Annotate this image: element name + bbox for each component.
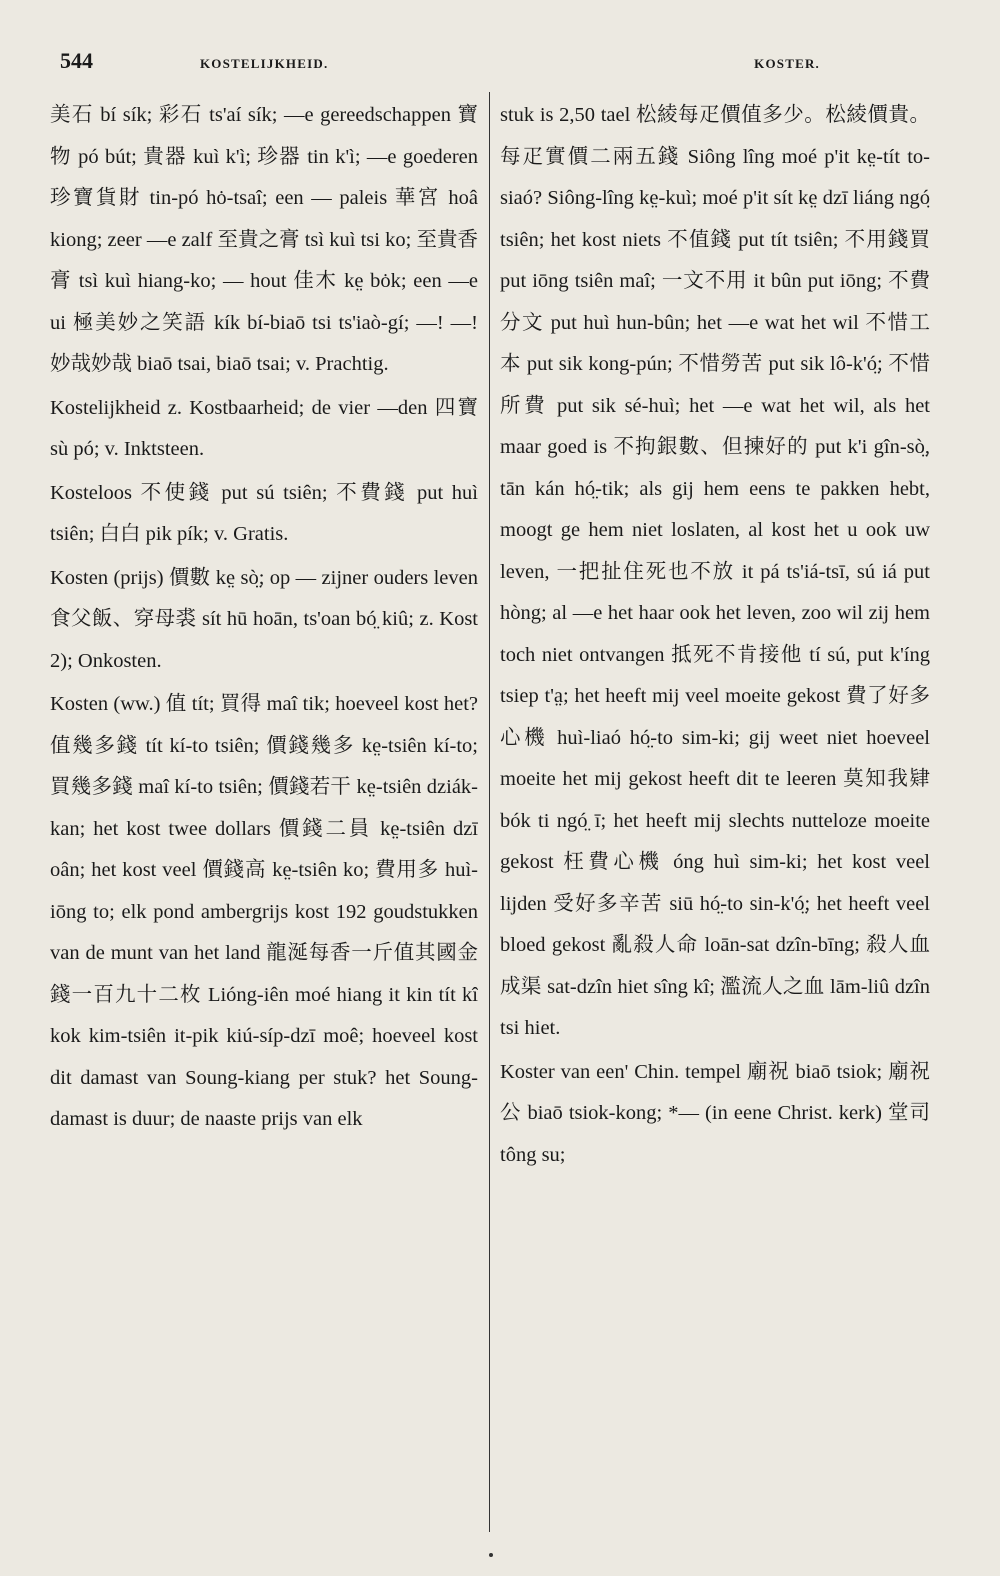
entry-kosten-prijs: Kosten (prijs) 價數 ke̤ sò̤; op — zijner ouders leven 食父飯、穿母裘 sít hū hoān, ts'oan bó̤ kiû; z. Kost 2); Onkosten. — [50, 566, 478, 672]
entry-kosten-ww: Kosten (ww.) 值 tít; 買得 maî tik; hoeveel kost het? 值幾多錢 tít kí-to tsiên; 價錢幾多 ke̤-tsiên kí-to; 買幾多錢 maî kí-to tsiên; 價錢若干 ke̤-tsiên dziák-kan; het kost twee dollars 價錢二員 ke̤-tsiên dzī oân; het kost veel 價錢高 ke̤-tsiên ko; 費用多 huì-iōng to; elk pond ambergrijs kost 192 goudstukken van de munt van het land 龍涎每香一斤值其國金錢一百九十二枚 Lióng-iên moé hiang it kin tít kî kok kim-tsiên it-pik kiú-síp-dzī moê; hoeveel kost dit damast van Soung-kiang per stuk? het Soung-damast is duur; de naaste prijs van elk — [50, 693, 478, 1130]
entry-kosten-continued: stuk is 2,50 tael 松綾每疋價值多少。松綾價貴。每疋實價二兩五錢 Siông lîng moé p'it ke̤-tít to-siaó? Siông-lîng ke̤-kuì; moé p'it sít ke̤ dzī liáng ngó̤ tsiên; het kost niets 不值錢 put tít tsiên; 不用錢買 put iōng tsiên maî; 一文不用 it bûn put iōng; 不費分文 put huì hun-bûn; het —e wat het wil 不惜工本 put sik kong-pún; 不惜勞苦 put sik lô-k'ó̤; 不惜所費 put sik sé-huì; het —e wat het wil, als het maar goed is 不拘銀數、但揀好的 put k'i gîn-sò̤, tān kán hó̤-tik; als gij hem eens te pakken hebt, moogt ge hem niet loslaten, al kost het u ook uw leven, 一把扯住死也不放 it pá ts'iá-tsī, sú iá put hòng; al —e het haar ook het leven, zoo wil zij hem toch niet ontvangen 抵死不肯接他 tí sú, put k'íng tsiep t'a̤; het heeft mij veel moeite gekost 費了好多心機 huì-liaó hó̤-to sim-ki; gij weet niet hoeveel moeite het mij gekost heeft dit te leeren 莫知我肄 bók ti ngó̤ ī; het heeft mij slechts nutteloze moeite gekost 枉費心機 óng huì sim-ki; het kost veel lijden 受好多辛苦 siū hó̤-to sin-k'ó̤; het heeft veel bloed gekost 亂殺人命 loān-sat dzîn-bīng; 殺人血成渠 sat-dzîn hiet sîng kî; 濫流人之血 lām-liû dzîn tsi hiet. — [500, 104, 930, 1039]
right-column — [500, 95, 930, 1535]
left-column — [50, 95, 478, 1535]
running-head-right: KOSTER. — [754, 56, 820, 71]
column-divider — [489, 92, 490, 1532]
page-number: 544 — [60, 48, 93, 73]
entry-kostelijkheid: Kostelijkheid z. Kostbaarheid; de vier —den 四寶 sù pó; v. Inktsteen. — [50, 396, 478, 460]
running-head-left: KOSTELIJKHEID. — [200, 56, 329, 71]
page-header — [60, 48, 940, 78]
printer-dot — [489, 1553, 493, 1557]
entry-continuation-kostelijk: 美石 bí sík; 彩石 ts'aí sík; —e gereedschappen 寶物 pó bút; 貴器 kuì k'ì; 珍器 tin k'ì; —e goederen 珍寶貨財 tin-pó hȯ-tsaî; een — paleis 華宮 hoâ kiong; zeer —e zalf 至貴之膏 tsì kuì tsi ko; 至貴香膏 tsì kuì hiang-ko; — hout 佳木 ke̤ bȯk; een —e ui 極美妙之笑語 kík bí-biaō tsi ts'iaò-gí; —! —! 妙哉妙哉 biaō tsai, biaō tsai; v. Prachtig. — [50, 104, 478, 375]
entry-kosteloos: Kosteloos 不使錢 put sú tsiên; 不費錢 put huì tsiên; 白白 pik pík; v. Gratis. — [50, 481, 478, 545]
entry-koster: Koster van een' Chin. tempel 廟祝 biaō tsiok; 廟祝公 biaō tsiok-kong; *— (in eene Christ. kerk) 堂司 tông su; — [500, 1060, 930, 1166]
